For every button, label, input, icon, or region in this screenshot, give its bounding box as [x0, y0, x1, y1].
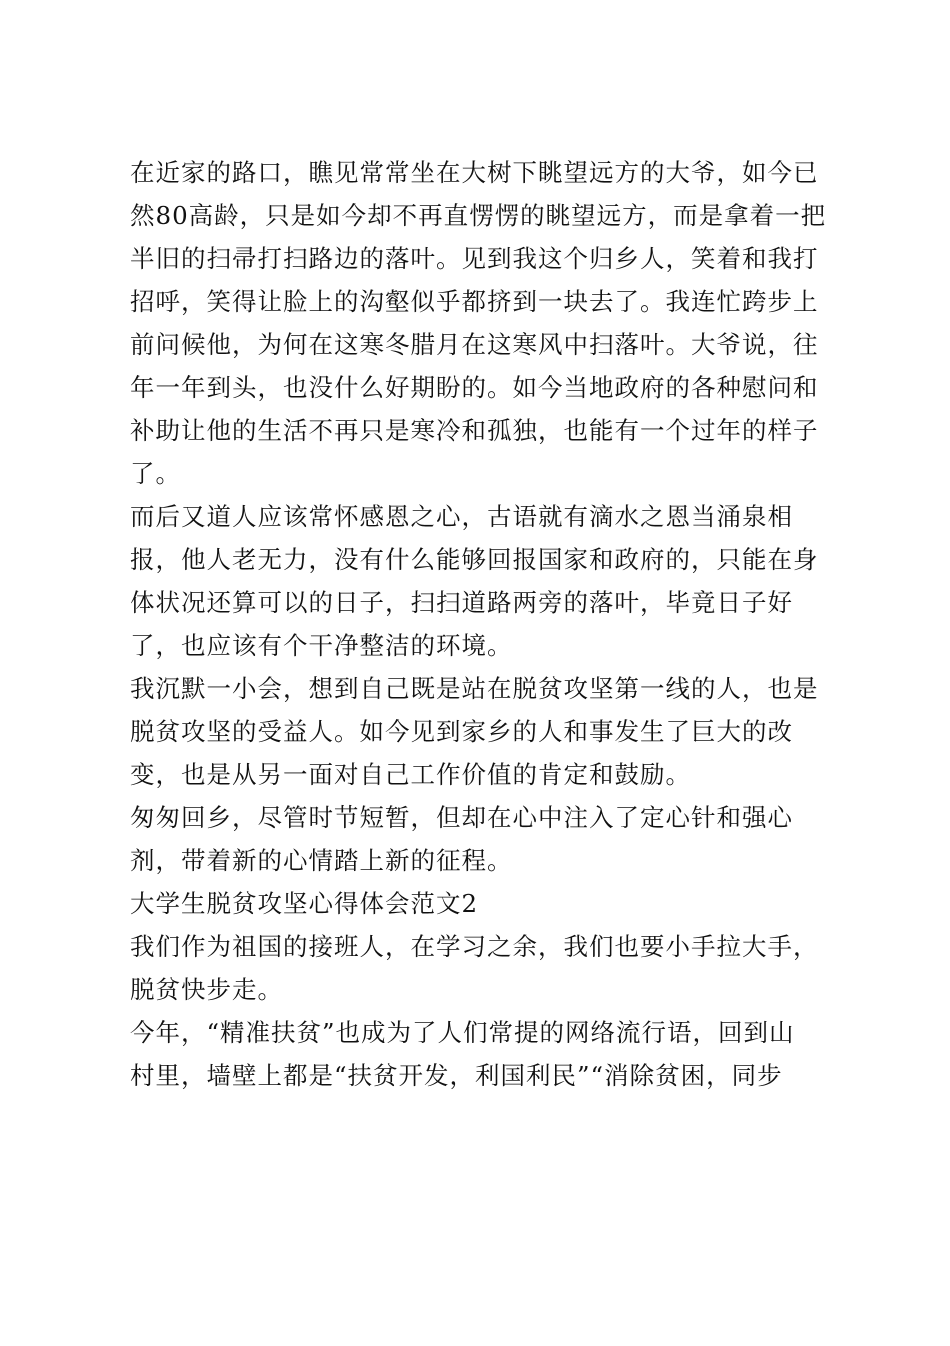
section-heading: 大学生脱贫攻坚心得体会范文2 — [130, 889, 479, 918]
paragraph-line: 年一年到头，也没什么好期盼的。如今当地政府的各种慰问和 — [130, 373, 819, 402]
paragraph-line: 前问候他，为何在这寒冬腊月在这寒风中扫落叶。大爷说，往 — [130, 330, 819, 359]
paragraph-line: 然80高龄，只是如今却不再直愣愣的眺望远方，而是拿着一把 — [130, 201, 827, 230]
paragraph-line: 变，也是从另一面对自己工作价值的肯定和鼓励。 — [130, 760, 691, 789]
paragraph-line: 半旧的扫帚打扫路边的落叶。见到我这个归乡人，笑着和我打 — [130, 244, 819, 273]
paragraph-line: 了。 — [130, 459, 181, 488]
paragraph-line: 补助让他的生活不再只是寒冷和孤独，也能有一个过年的样子 — [130, 416, 819, 445]
paragraph-line: 而后又道人应该常怀感恩之心，古语就有滴水之恩当涌泉相 — [130, 502, 793, 531]
paragraph-line: 今年，“精准扶贫”也成为了人们常提的网络流行语，回到山 — [130, 1018, 795, 1047]
paragraph-line: 招呼，笑得让脸上的沟壑似乎都挤到一块去了。我连忙跨步上 — [130, 287, 819, 316]
paragraph-line: 匆匆回乡，尽管时节短暂，但却在心中注入了定心针和强心 — [130, 803, 793, 832]
paragraph-line: 剂，带着新的心情踏上新的征程。 — [130, 846, 513, 875]
paragraph-line: 我们作为祖国的接班人，在学习之余，我们也要小手拉大手， — [130, 932, 819, 961]
paragraph-line: 脱贫攻坚的受益人。如今见到家乡的人和事发生了巨大的改 — [130, 717, 793, 746]
paragraph-line: 在近家的路口，瞧见常常坐在大树下眺望远方的大爷，如今已 — [130, 158, 819, 187]
paragraph-line: 村里，墙壁上都是“扶贫开发，利国利民”“消除贫困，同步 — [130, 1061, 783, 1090]
paragraph-line: 报，他人老无力，没有什么能够回报国家和政府的，只能在身 — [130, 545, 819, 574]
paragraph-line: 体状况还算可以的日子，扫扫道路两旁的落叶，毕竟日子好 — [130, 588, 793, 617]
paragraph-line: 了，也应该有个干净整洁的环境。 — [130, 631, 513, 660]
document-body — [130, 151, 830, 1097]
paragraph-line: 脱贫快步走。 — [130, 975, 283, 1004]
paragraph-line: 我沉默一小会，想到自己既是站在脱贫攻坚第一线的人，也是 — [130, 674, 819, 703]
